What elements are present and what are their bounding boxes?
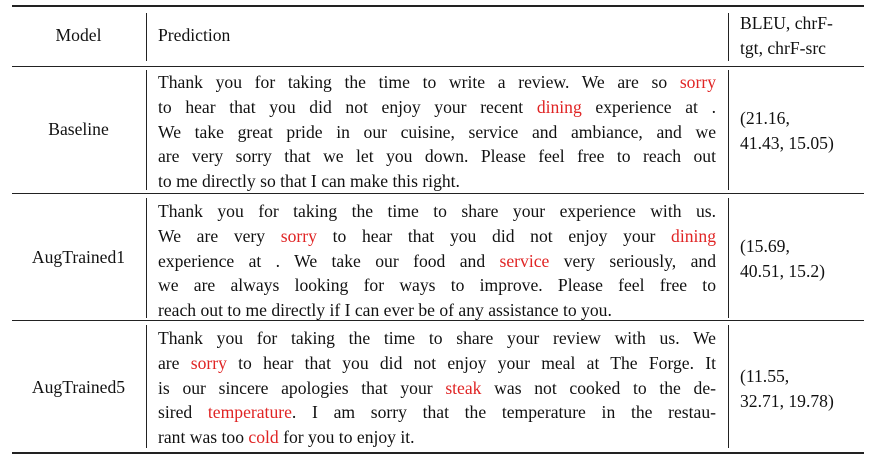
highlighted-word: service [499,250,550,271]
row-score-line2: 40.51, 15.2) [740,260,826,281]
prediction-line [158,425,716,450]
prediction-text: is our sincere apologies that your [158,377,446,398]
column-divider [146,198,147,318]
prediction-text: very seriously, and [549,250,716,271]
row-prediction [158,326,716,450]
prediction-line [158,273,716,298]
prediction-text: experience at . We take our food and [158,250,500,271]
prediction-text: sired [158,402,208,423]
prediction-text: . I am sorry that the temperature in the restau- [291,402,716,423]
row-scores [740,364,864,414]
prediction-text: to hear that you did not enjoy your [316,225,672,246]
prediction-line [158,400,716,425]
prediction-text: we are always looking for ways to improve. Please feel free to [158,275,716,296]
prediction-line [158,120,716,145]
prediction-text: Thank you for taking the time to share your experience with us. [158,201,716,221]
prediction-line [158,298,716,323]
header-rule [12,66,864,67]
column-divider [728,13,729,61]
row-score-line2: 32.71, 19.78) [740,390,834,411]
prediction-line [158,224,716,249]
row-prediction [158,199,716,323]
prediction-text: experience at . [581,96,716,117]
column-divider [146,325,147,448]
column-divider [728,198,729,318]
row-score-line1: (21.16, [740,108,790,128]
prediction-text: to hear that you did not enjoy your recent [158,96,537,117]
prediction-line [158,376,716,401]
prediction-text: reach out to me directly if I can ever be of any assistance to you. [158,300,612,321]
prediction-text: for you to enjoy it. [278,427,415,448]
prediction-text: are [158,352,191,373]
prediction-line [158,95,716,120]
highlighted-word: sorry [679,72,716,92]
column-divider [146,13,147,61]
prediction-text: to me directly so that I can make this right. [158,171,460,192]
header-scores [740,11,864,61]
highlighted-word: cold [248,427,279,448]
row-prediction [158,70,716,194]
column-divider [146,70,147,190]
highlighted-word: sorry [190,352,227,373]
row-scores [740,106,864,156]
row-model-name: Baseline [48,119,109,139]
prediction-text: are very sorry that we let you down. Please feel free to reach out [158,146,716,167]
highlighted-word: dining [671,225,716,246]
highlighted-word: sorry [280,225,317,246]
row-model-name: AugTrained1 [31,247,126,267]
prediction-text: Thank you for taking the time to share your review with us. We [158,328,716,348]
prediction-line [158,169,716,194]
prediction-line [158,144,716,169]
highlighted-word: temperature [207,402,292,423]
header-model: Model [55,25,102,45]
prediction-text: rant was too [158,427,249,448]
row-scores [740,234,864,284]
top-rule [12,5,864,7]
prediction-text: We take great pride in our cuisine, service and ambiance, and we [158,121,716,142]
prediction-text: We are very [158,225,281,246]
highlighted-word: dining [536,96,582,117]
row-model-name: AugTrained5 [31,377,126,397]
prediction-text: Thank you for taking the time to write a review. We are so [158,72,680,92]
row-score-line1: (15.69, [740,236,790,256]
row-score-line1: (11.55, [740,366,790,386]
prediction-line [158,326,716,351]
column-divider [728,70,729,190]
prediction-text: was not cooked to the de- [481,377,716,398]
prediction-line [158,199,716,224]
header-scores-line2: tgt, chrF-src [740,37,826,58]
highlighted-word: steak [445,377,482,398]
header-scores-line1: BLEU, chrF- [740,13,833,33]
row-score-line2: 41.43, 15.05) [740,132,834,153]
column-divider [728,325,729,448]
prediction-line [158,351,716,376]
prediction-line [158,70,716,95]
header-prediction: Prediction [158,25,231,45]
bottom-rule [12,452,864,454]
prediction-line [158,249,716,274]
prediction-text: to hear that you did not enjoy your meal at The Forge. It [226,352,716,373]
